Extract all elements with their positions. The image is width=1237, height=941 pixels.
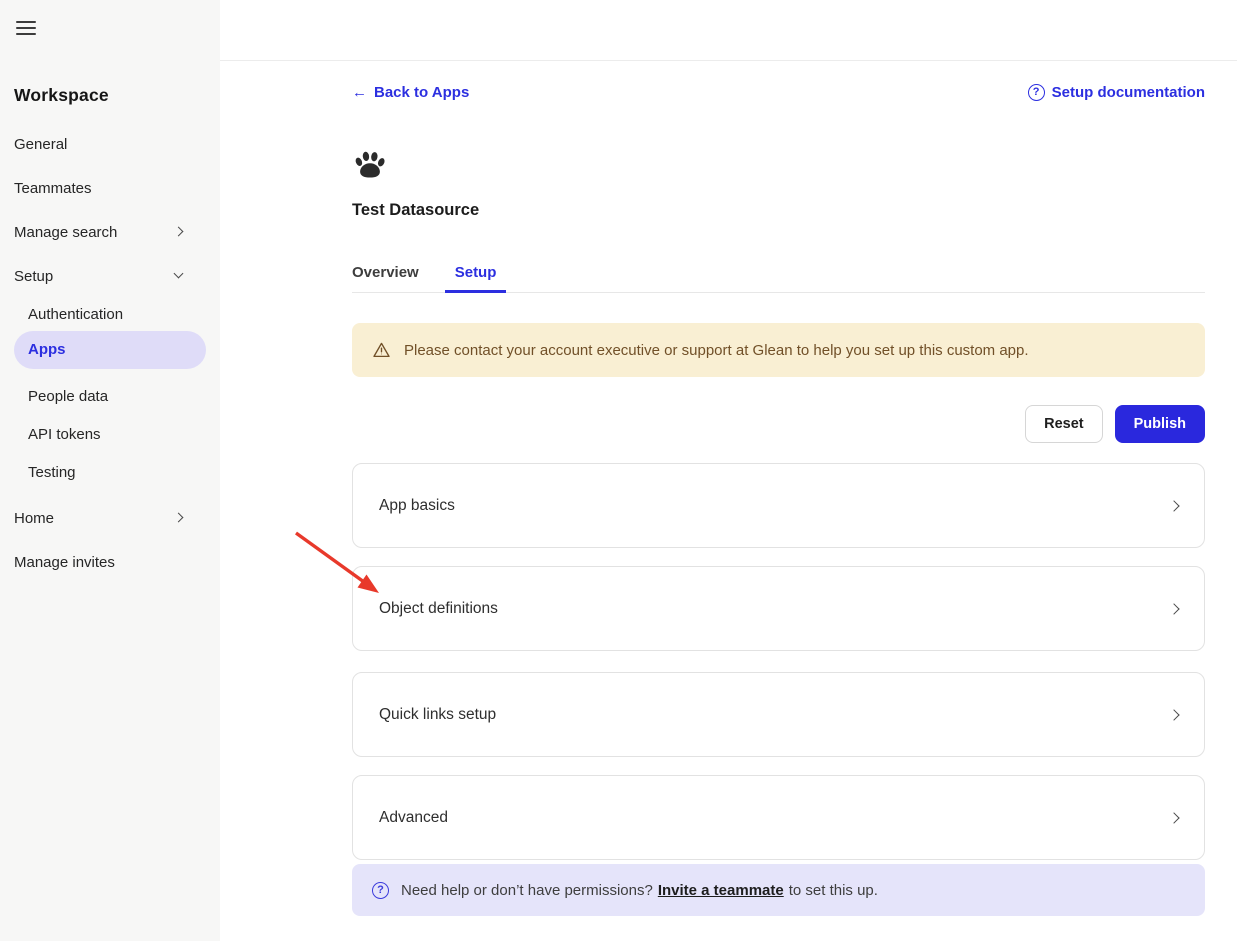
sidebar-item-label: Testing: [28, 464, 76, 481]
section-card-object-definitions[interactable]: [352, 566, 1205, 651]
chevron-right-icon: [1168, 500, 1179, 511]
sidebar-item-label: API tokens: [28, 426, 101, 443]
sidebar-item-label: People data: [28, 388, 109, 405]
warning-triangle-icon: [372, 341, 391, 359]
tab-overview[interactable]: Overview: [352, 264, 419, 281]
action-buttons: [352, 405, 1205, 443]
sidebar-item-label: Manage invites: [14, 554, 115, 571]
back-arrow-icon: ←: [352, 83, 367, 101]
page-title: Test Datasource: [352, 201, 480, 219]
chevron-right-icon: [1168, 709, 1179, 720]
help-text-suffix: to set this up.: [788, 881, 878, 899]
section-title: Object definitions: [379, 599, 498, 617]
setup-documentation-link[interactable]: [1028, 84, 1205, 101]
sidebar: [0, 0, 220, 941]
sidebar-item-manage-invites[interactable]: [14, 553, 206, 573]
sidebar-item-label: Teammates: [14, 180, 92, 197]
chevron-right-icon: [174, 513, 184, 523]
sidebar-item-label: Manage search: [14, 224, 118, 241]
warning-text: Please contact your account executive or support at Glean to help you set up this custom app.: [404, 341, 1029, 359]
help-circle-icon: ?: [1028, 84, 1045, 101]
section-title: Advanced: [379, 808, 448, 826]
help-text-prefix: Need help or don’t have permissions?: [401, 881, 653, 899]
section-title: Quick links setup: [379, 705, 497, 723]
chevron-right-icon: [174, 227, 184, 237]
sidebar-item-label: General: [14, 136, 68, 153]
sidebar-item-authentication[interactable]: [28, 305, 206, 325]
main-content: [352, 0, 1205, 916]
chevron-down-icon: [174, 269, 184, 279]
sidebar-item-api-tokens[interactable]: [28, 425, 206, 445]
sidebar-item-testing[interactable]: [28, 463, 206, 483]
warning-banner: [352, 323, 1205, 377]
sidebar-item-home[interactable]: [14, 509, 206, 529]
sidebar-item-manage-search[interactable]: [14, 223, 206, 243]
sidebar-item-general[interactable]: [14, 135, 206, 155]
paw-icon: [352, 148, 388, 184]
sidebar-item-label: Home: [14, 510, 55, 527]
tab-setup[interactable]: Setup: [445, 261, 507, 293]
sidebar-item-apps-active[interactable]: [14, 331, 206, 369]
sidebar-item-people-data[interactable]: [28, 387, 206, 407]
sidebar-item-label: Apps: [28, 341, 66, 358]
docs-link-label: Setup documentation: [1051, 83, 1205, 101]
sidebar-item-label: Setup: [14, 268, 54, 285]
section-card-advanced[interactable]: [352, 775, 1205, 860]
hamburger-menu-icon[interactable]: [16, 20, 38, 36]
sidebar-item-setup[interactable]: [14, 267, 206, 287]
sidebar-item-label: Authentication: [28, 306, 124, 323]
section-card-app-basics[interactable]: [352, 463, 1205, 548]
tab-bar: [352, 261, 1205, 293]
sidebar-title: Workspace: [14, 85, 109, 105]
sidebar-item-teammates[interactable]: [14, 179, 206, 199]
chevron-right-icon: [1168, 812, 1179, 823]
section-title: App basics: [379, 496, 455, 514]
back-to-apps-link[interactable]: [352, 84, 469, 101]
back-link-label: Back to Apps: [374, 83, 470, 101]
help-banner-text: [401, 882, 878, 899]
reset-button[interactable]: Reset: [1025, 405, 1103, 443]
chevron-right-icon: [1168, 603, 1179, 614]
invite-teammate-link[interactable]: Invite a teammate: [657, 881, 784, 899]
help-circle-icon: ?: [372, 882, 389, 899]
publish-button[interactable]: Publish: [1115, 405, 1205, 443]
section-card-quick-links-setup[interactable]: [352, 672, 1205, 757]
help-banner: [352, 864, 1205, 916]
